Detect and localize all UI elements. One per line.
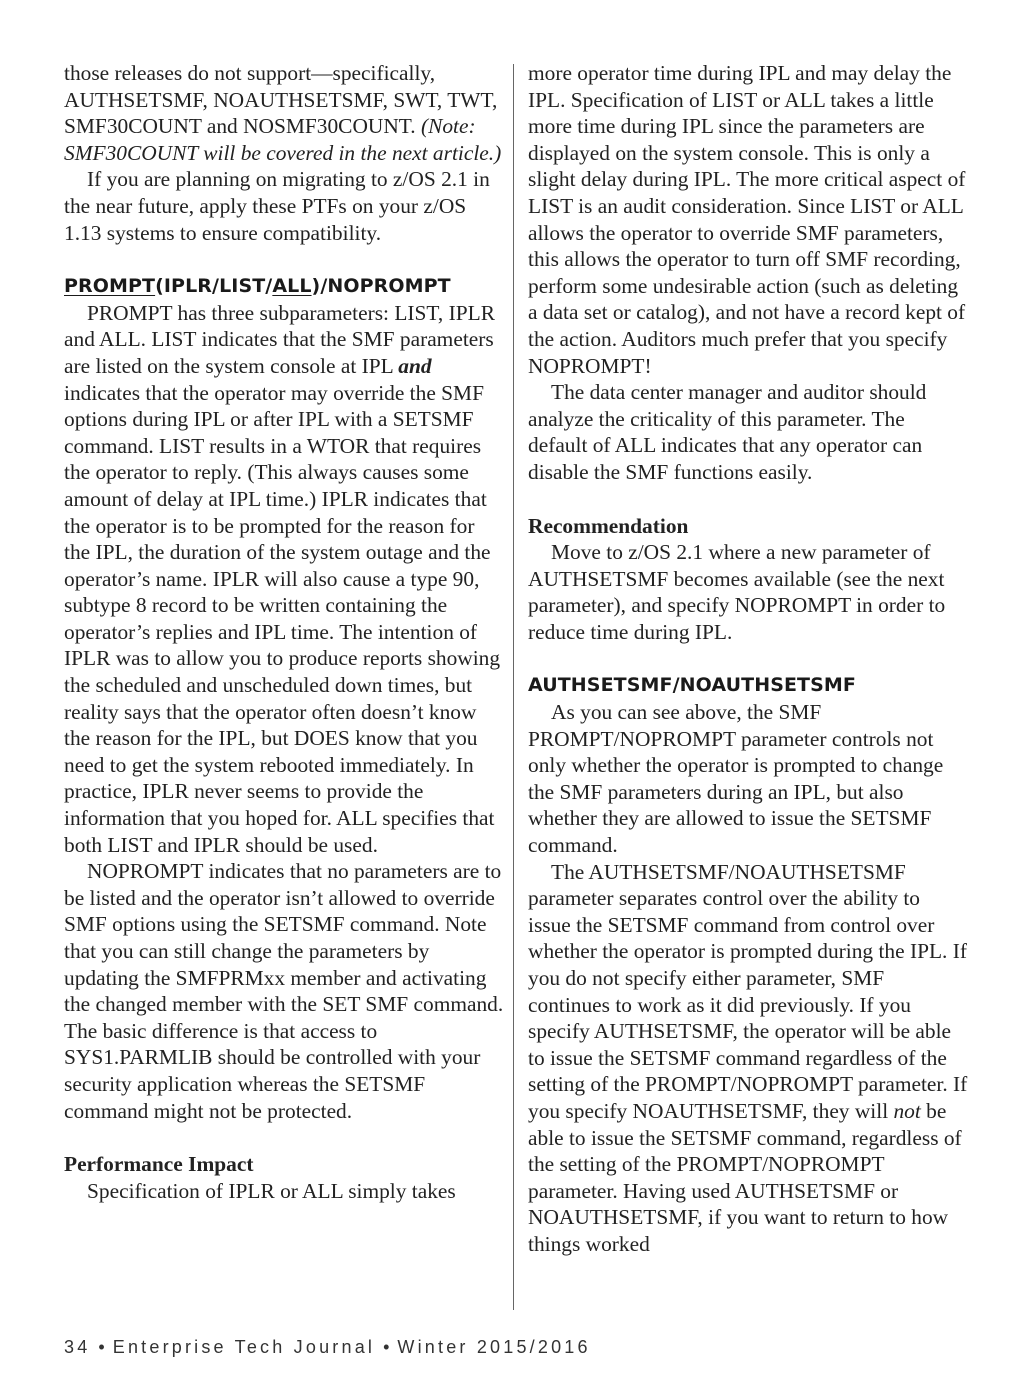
page-footer <box>64 1337 591 1358</box>
paragraph: The AUTHSETSMF/NOAUTHSETSMF parameter separates control over the ability to issue the SETSMF command from control over whether the operator is prompted during the IPL. If you do not specify either parameter, SMF continues to work as it did previously. If you specify AUTHSETSMF, the operator will be able to issue the SETSMF command regardless of the setting of the PROMPT/NOPROMPT parameter. If you specify NOAUTHSETSMF, they will not be able to issue the SETSMF command, regardless of the setting of the PROMPT/NOPROMPT parameter. Having used AUTHSETSMF or NOAUTHSETSMF, if you want to return to how things worked <box>528 859 968 1256</box>
paragraph: As you can see above, the SMF PROMPT/NOPROMPT parameter controls not only whether the operator is prompted to change the SMF parameters during an IPL, but also whether they are allowed to issue the SETSMF command. <box>528 700 944 858</box>
paragraph: The data center manager and auditor should analyze the criticality of this parameter. The default of ALL indicates that any operator can disable the SMF functions easily. <box>528 380 927 484</box>
paragraph: Specification of IPLR or ALL simply takes <box>87 1178 456 1203</box>
paragraph: If you are planning on migrating to z/OS 2.1 in the near future, apply these PTFs on your z/OS 1.13 systems to ensure compatibility. <box>64 167 490 245</box>
subheading-recommendation: Recommendation <box>528 513 689 538</box>
section-heading-prompt: PROMPT(IPLR/LIST/ALL)/NOPROMPT <box>64 275 451 298</box>
issue-date: Winter 2015/2016 <box>397 1337 591 1357</box>
emphasis-text: and <box>398 353 432 378</box>
note-text: (Note: SMF30COUNT will be covered in the next article.) <box>64 114 502 165</box>
right-column <box>528 60 968 1258</box>
subheading-performance-impact: Performance Impact <box>64 1152 254 1177</box>
paragraph: more operator time during IPL and may delay the IPL. Specification of LIST or ALL takes a little more time during IPL since the parameters are displayed on the system console. This is only a slight delay during IPL. The more critical aspect of LIST is an audit consideration. Since LIST or ALL allows the operator to override SMF parameters, this allows the operator to turn off SMF recording, perform some undesirable action (such as deleting a data set or catalog), and not have a record kept of the action. Auditors much prefer that you specify NOPROMPT! <box>528 61 966 378</box>
emphasis-text: not <box>893 1098 921 1123</box>
paragraph: NOPROMPT indicates that no parameters are to be listed and the operator isn’t allowed to override SMF options using the SETSMF command. Note that you can still change the parameters by updating the SMFPRMxx member and activating the changed member with the SET SMF command. The basic difference is that access to SYS1.PARMLIB should be controlled with your security application whereas the SETSMF command might not be protected. <box>64 859 504 1123</box>
page-number: 34 <box>64 1337 91 1357</box>
bullet-separator: • <box>98 1337 105 1357</box>
section-heading-authsetsmf: AUTHSETSMF/NOAUTHSETSMF <box>528 674 856 697</box>
journal-name: Enterprise Tech Journal <box>112 1337 376 1357</box>
paragraph: PROMPT has three subparameters: LIST, IPLR and ALL. LIST indicates that the SMF parameters are listed on the system console at IPL and indicates that the operator may override the SMF options during IPL or after IPL with a SETSMF command. LIST results in a WTOR that requires the operator to reply. (This always causes some amount of delay at IPL time.) IPLR indicates that the operator is to be prompted for the reason for the IPL, the duration of the system outage and the operator’s name. IPLR will also cause a type 90, subtype 8 record to be written containing the operator’s replies and IPL time. The intention of IPLR was to allow you to produce reports showing the scheduled and unscheduled down times, but reality says that the operator often doesn’t know the reason for the IPL, but DOES know that you need to get the system rebooted immediately. In practice, IPLR never seems to provide the information that you hoped for. ALL specifies that both LIST and IPLR should be used. <box>64 300 501 857</box>
left-column <box>64 60 504 1204</box>
bullet-separator: • <box>383 1337 390 1357</box>
paragraph: Move to z/OS 2.1 where a new parameter of AUTHSETSMF becomes available (see the next parameter), and specify NOPROMPT in order to reduce time during IPL. <box>528 540 946 644</box>
paragraph: those releases do not support—specifically, AUTHSETSMF, NOAUTHSETSMF, SWT, TWT, SMF30COUNT and NOSMF30COUNT. (Note: SMF30COUNT will be covered in the next article.) <box>64 61 502 165</box>
column-divider <box>513 64 514 1310</box>
